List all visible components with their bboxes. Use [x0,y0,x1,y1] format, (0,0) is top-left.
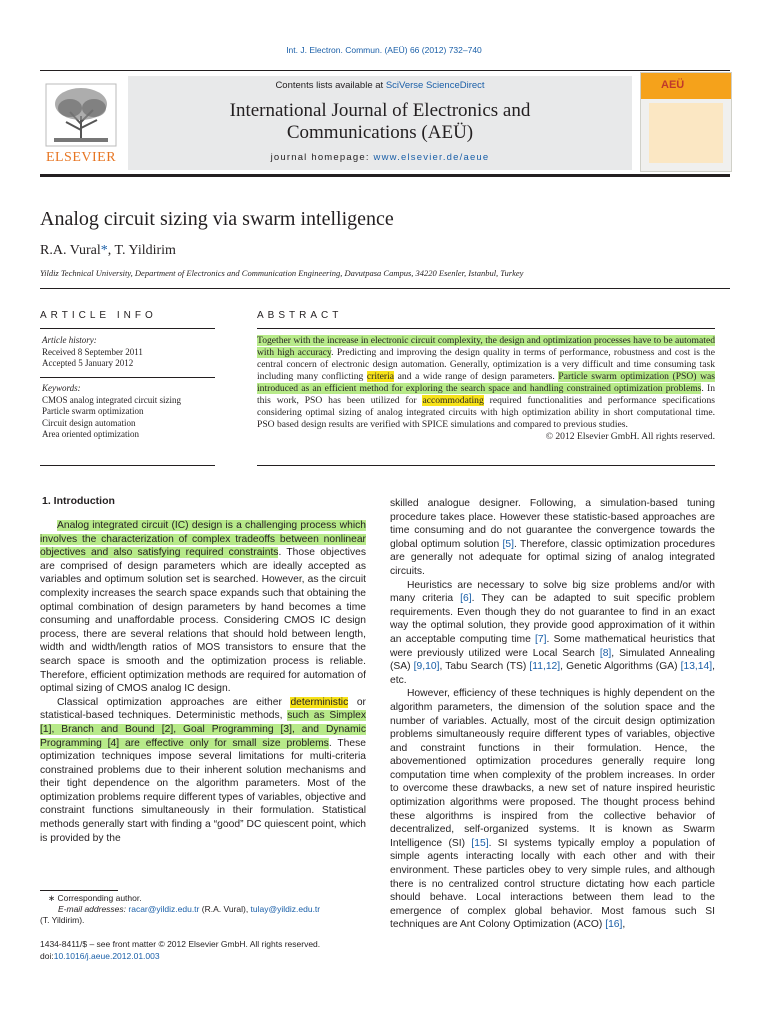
email-line [48,904,368,915]
journal-title-line2: Communications (AEÜ) [286,122,474,143]
history-label: Article history: [42,335,97,345]
corresponding-author-marker[interactable]: * [100,243,108,258]
email-owner: (T. Yildirim). [40,915,85,925]
copyright: © 2012 Elsevier GmbH. All rights reserved. [545,431,715,442]
journal-cover-image [640,72,732,172]
paragraph-text: skilled analogue designer. Following, a simulation-based tuning procedure takes place. However these statistic-based approaches are time consuming and do not guarantee the convergence towards the global optimum solution [390,498,715,550]
abstract-sentence: required functionalities and performance specifications considering optimal sizing of analog integrated circuits with high optimization ability in short computational time. PSO based design results are verified with SPICE simulations and compared to previous studies. [257,395,715,430]
reference-link[interactable]: [5] [502,538,514,550]
email-link[interactable]: tulay@yildiz.edu.tr [250,904,321,914]
highlighted-text[interactable]: Analog integrated circuit (IC) design is a challenging process which involves the characterization of complex tradeoffs between nonlinear objectives and also satisfying required constraints [40,520,366,559]
paragraph [390,687,715,932]
reference-link[interactable]: [9,10] [413,661,440,673]
highlighted-text[interactable]: accommodating [422,395,484,406]
divider [40,70,730,71]
author-name: , T. Yildirim [107,243,176,258]
reference-link[interactable]: [16] [605,919,623,931]
issn-line: 1434-8411/$ – see front matter © 2012 Elsevier GmbH. All rights reserved. [40,939,321,949]
highlighted-text[interactable]: criteria [366,371,395,382]
reference-link[interactable]: [13,14] [680,661,713,673]
paragraph-text: . Therefore, classic optimization procedures are generally not adequate for optimal sizing of analog integrated circuits. [390,538,715,577]
cover-body [649,103,723,163]
journal-homepage [128,152,632,163]
contents-line [128,80,632,91]
paragraph [390,497,715,579]
keywords [42,383,217,441]
footnote-divider [40,890,118,891]
paragraph-text: , Tabu Search (TS) [439,661,530,673]
cover-title: AEÜ [661,79,685,91]
paragraph [390,579,715,688]
highlighted-text[interactable]: such as Simplex [1], Branch and Bound [2], Goal Programming [3], and Dynamic Programming [4] are effective only for small size problems [40,710,366,749]
intro-right-column [390,497,715,932]
highlighted-text[interactable]: deterministic [290,696,349,708]
paragraph-text: . They can be adapted to suit specific problem requirements. Even though they do not guarantee to find in an exact way the optimal solution, they provide good approximation of it within an acceptable computing time [390,593,715,645]
footnote [48,893,368,915]
journal-masthead [40,72,730,172]
paragraph-text: . Those objectives are comprised of design parameters which are ideally accepted as variables and optimum solution set is searched. However, as the circuit complexity increases the search space expands such that obtaining the optimal combination of design parameters by hand becomes a time consuming and unaffordable process. Considering CMOS IC design process, there are several relations that should hold between length, width and width/length ratios of MOS transistors to ensure that the search space is smooth and the optimization process is reliable. Therefore, efficient optimization methods are required for automation of optimal sizing of CMOS analog IC design. [40,547,366,695]
paragraph [40,519,366,696]
author-name: R.A. Vural [40,243,101,258]
paragraph [40,696,366,846]
paragraph-text: , Genetic Algorithms (GA) [560,661,681,673]
article-history [42,335,217,370]
doi-label: doi: [40,951,54,961]
reference-link[interactable]: [7] [535,633,547,645]
affiliation: Yildiz Technical University, Department of Electronics and Communication Engineering, Davutpasa Campus, 34220 Esenler, Istanbul, Turkey [40,268,524,278]
divider [257,328,715,329]
divider [40,465,215,466]
abstract-sentence: and a wide range of design parameters. [394,371,559,382]
reference-link[interactable]: [6] [460,593,472,605]
paragraph-text: or statistical-based techniques. Deterministic methods, [40,696,366,722]
abstract-sentence: . Predicting and improving the design quality in terms of performance, robustness and cost is the central concern of electronic design automation. Generally, optimization is a very difficult and time consuming task including many conflicting [257,347,715,382]
journal-title-line1: International Journal of Electronics and [229,100,531,121]
journal-title-band [128,76,632,170]
paragraph-text: However, efficiency of these techniques is highly dependent on the algorithm parameters, the dimension of the solution space and the number of variables. Actually, most of the circuit design optimization problems simultaneously require different types of variables, objective and constraint functions in their formulation. Hence, the abovementioned optimization procedures generally require long computation time when complexity of the problem increases. In order to overcome these drawbacks, a new set of nature inspired heuristic optimization algorithms were proposed. The thought process behind these algorithms is inspired from the collective behavior of decentralized, self-organized systems. It is known as Swarm Intelligence (SI) [390,688,715,849]
email-owner: (R.A. Vural), [199,904,251,914]
article-info-heading: ARTICLE INFO [40,310,157,321]
keyword: Particle swarm optimization [42,406,144,416]
intro-left-column [40,519,366,845]
corresponding-author-note: ∗ Corresponding author. [48,893,142,903]
keywords-label: Keywords: [42,383,81,393]
reference-link[interactable]: [15] [471,837,489,849]
paragraph-text: Classical optimization approaches are either [57,696,291,708]
paragraph-text: Heuristics are necessary to solve big size problems and/or with many criteria [390,579,715,605]
reference-link[interactable]: [11,12] [529,661,561,673]
sciencedirect-link[interactable]: SciVerse ScienceDirect [385,80,485,91]
paragraph-text: . These optimization techniques impose several limitations for multi-criteria constrained problems due to their inherent solution mechanisms and their tight dependence on the algorithm parameters. Most of the optimization problems require different types of variables, objective and constraint functions simultaneously in their formulation. Statistical methods generally start with finding a “good” DC quiescent point, which is provided by the [40,737,367,844]
author-list [40,243,176,259]
doi-line [40,951,160,962]
abstract-text [257,335,715,443]
journal-citation[interactable]: Int. J. Electron. Commun. (AEÜ) 66 (2012) 732–740 [286,45,482,55]
highlighted-text[interactable]: Particle swarm optimization (PSO) was introduced as an efficient method for exploring the search space and handling constrained optimization problems [257,371,715,394]
divider [40,377,215,378]
paragraph-text: , etc. [390,661,715,686]
keyword: Area oriented optimization [42,429,139,439]
paragraph-text: , [622,919,626,931]
paragraph-text: . Some mathematical heuristics that were previously utilized were Local Search [390,633,715,659]
keyword: Circuit design automation [42,417,136,428]
article-title: Analog circuit sizing via swarm intelligence [40,208,394,230]
journal-title [128,100,632,144]
accepted-date: Accepted 5 January 2012 [42,358,134,368]
abstract-heading: ABSTRACT [257,310,343,321]
divider [40,174,730,177]
contents-prefix: Contents lists available at [275,80,386,91]
received-date: Received 8 September 2011 [42,346,143,357]
section-heading: 1. Introduction [42,495,115,507]
paragraph-text: . SI systems typically employ a population of simple agents interacting locally with each other and with their environment. These particles obey to very simple rules, and although there is no centralized control structure dictating how each particle should behave. Local interactions between them lead to the emergence of complex global behavior. Most famous such SI techniques are Ant Colony Optimization (ACO) [390,837,715,931]
publisher-name: ELSEVIER [45,150,117,165]
divider [40,328,215,329]
keyword: CMOS analog integrated circuit sizing [42,394,181,405]
doi-link[interactable]: 10.1016/j.aeue.2012.01.003 [53,951,160,961]
highlighted-text[interactable]: Together with the increase in electronic circuit complexity, the design and optimization processes have to be automated with high accuracy [257,335,715,358]
divider [257,465,715,466]
email-link[interactable]: racar@yildiz.edu.tr [128,904,200,914]
reference-link[interactable]: [8] [599,647,612,659]
cover-banner [641,73,731,99]
homepage-link[interactable]: www.elsevier.de/aeue [373,152,490,163]
homepage-prefix: journal homepage: [270,152,374,163]
divider [40,288,730,289]
paragraph-text: , Simulated Annealing (SA) [390,647,716,673]
abstract-sentence: . In this work, PSO has been utilized for [257,383,715,406]
email-label: E-mail addresses: [58,904,129,914]
